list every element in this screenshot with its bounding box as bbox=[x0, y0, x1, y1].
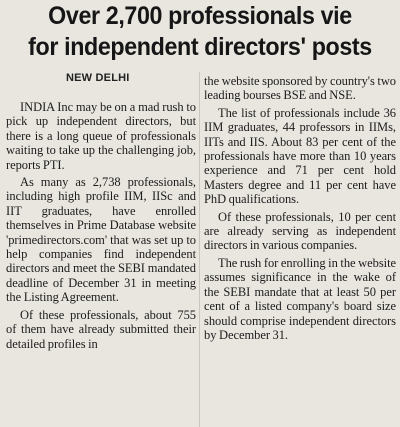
headline bbox=[14, 1, 386, 63]
paragraph-serving: Of these professionals, 10 per cent are already serving as independent directors in various companies. bbox=[204, 209, 396, 253]
article-column-left bbox=[6, 72, 196, 354]
paragraph-enrolment: As many as 2,738 professionals, including high profile IIM, IISc and IIT graduates, have enrolled themselves in Prime Database website 'primedirectors.com' that was set up to help companies find independent directors and meet the SEBI mandated deadline of December 31 in meeting the Listing Agreement. bbox=[6, 175, 196, 305]
paragraph-statistics: The list of professionals include 36 IIM graduates, 44 professors in IIMs, IITs and IIS. About 83 per cent of the professionals have more than 10 years experience and 71 per cent hold Masters degree and 11 per cent have PhD qualifications. bbox=[204, 105, 396, 207]
headline-line-2: for independent directors' posts bbox=[28, 33, 372, 61]
paragraph-continued: the website sponsored by country's two leading bourses BSE and NSE. bbox=[204, 74, 396, 103]
paragraph-profiles: Of these professionals, about 755 of them have already submitted their detailed profiles in bbox=[6, 307, 196, 351]
column-divider bbox=[199, 72, 200, 427]
dateline: NEW DELHI bbox=[66, 72, 130, 84]
paragraph-significance: The rush for enrolling in the website assumes significance in the wake of the SEBI mandate that at least 50 per cent of a listed company's board size should comprise independent directors by December 31. bbox=[204, 255, 396, 342]
headline-line-1: Over 2,700 professionals vie bbox=[48, 2, 352, 30]
paragraph-lede: INDIA Inc may be on a mad rush to pick up independent directors, but there is a long queue of professionals waiting to take up the challenging job, reports PTI. bbox=[6, 100, 196, 172]
article-column-right bbox=[204, 74, 396, 345]
